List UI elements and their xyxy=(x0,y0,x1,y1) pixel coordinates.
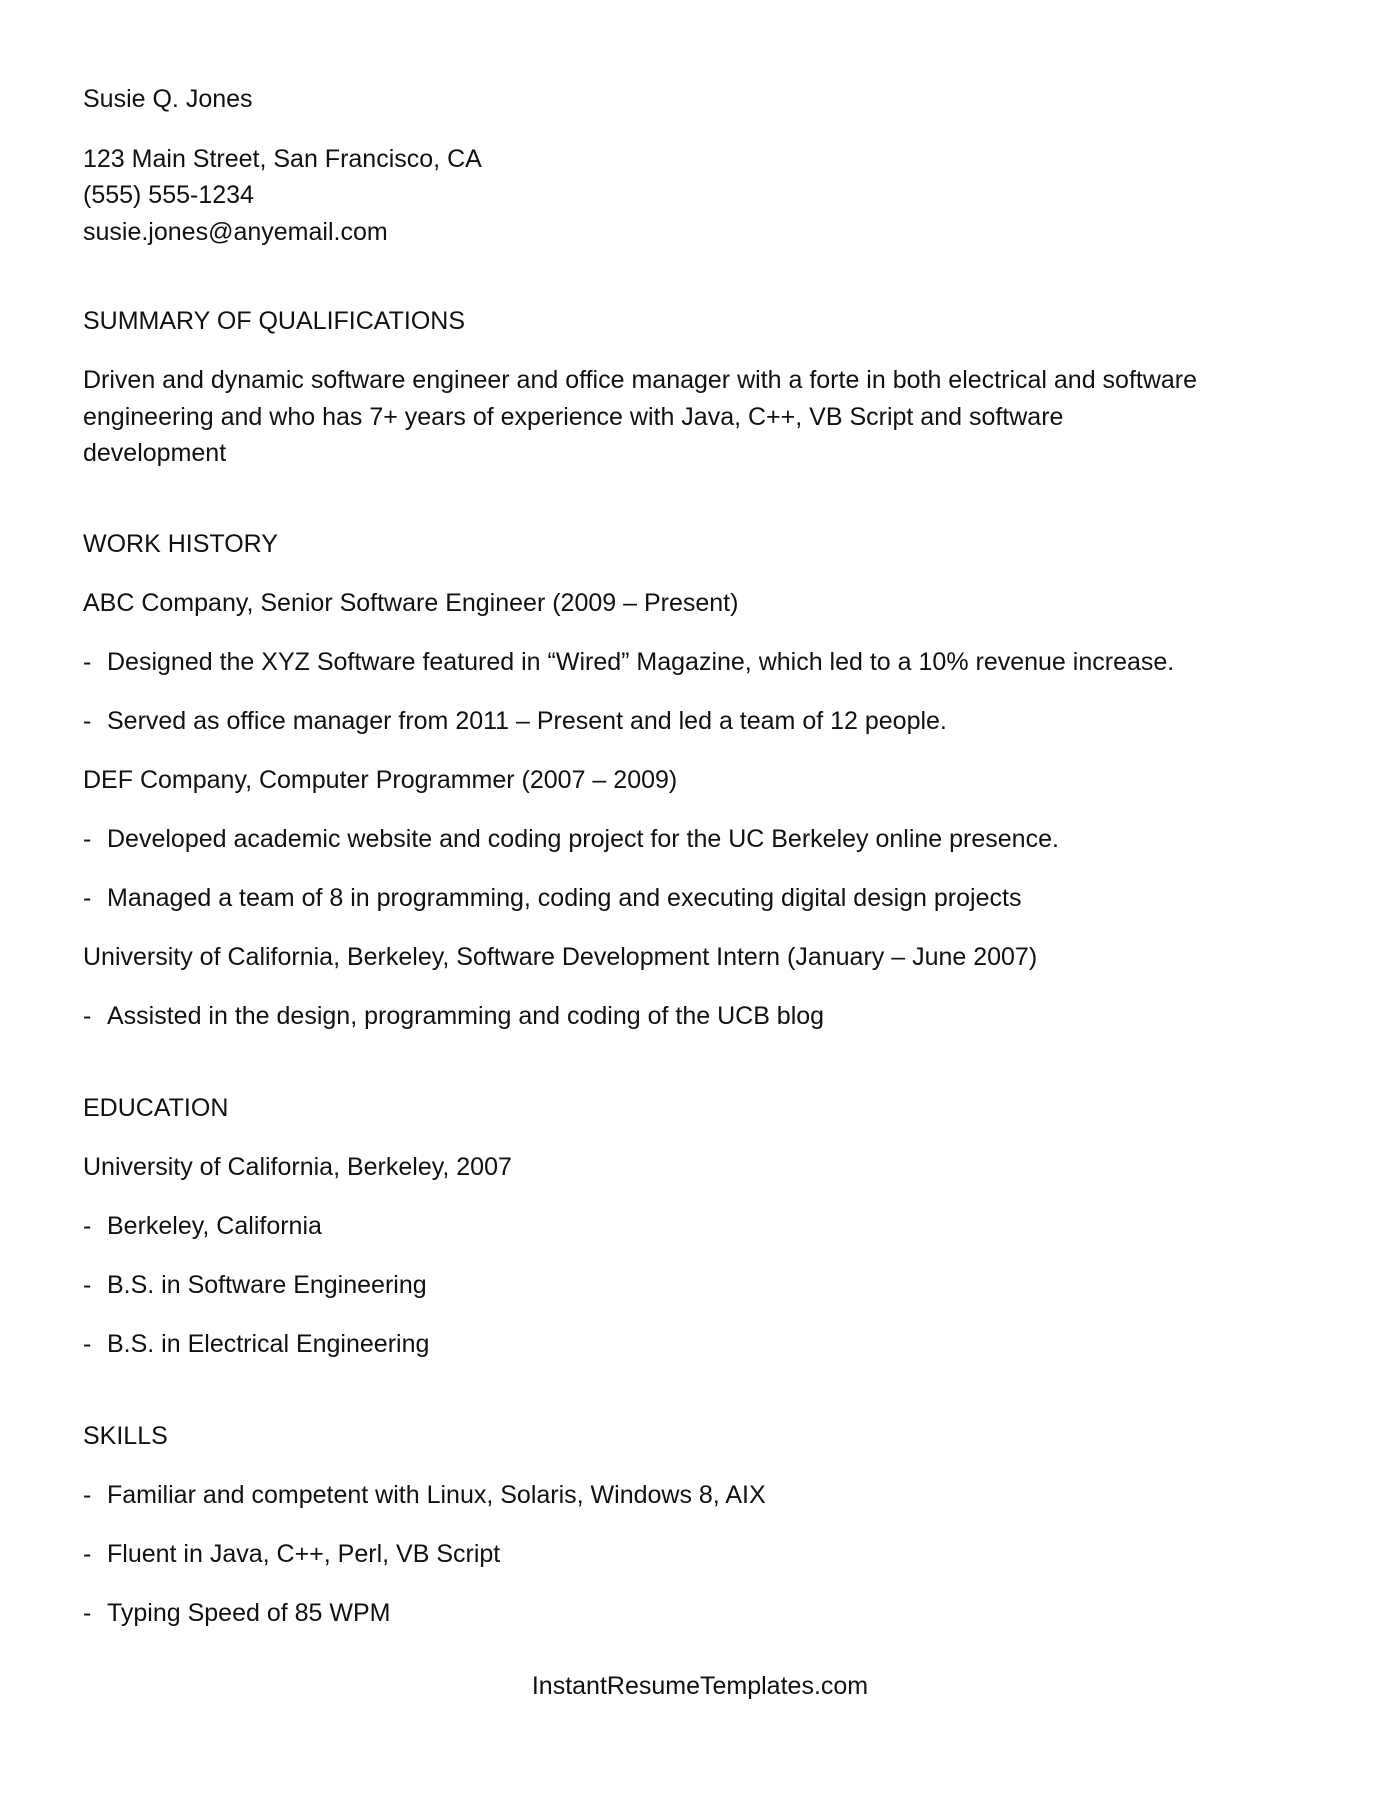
bullet-text: Managed a team of 8 in programming, coding and executing digital design projects xyxy=(107,884,1022,912)
education-bullet xyxy=(83,1208,322,1244)
job-bullet xyxy=(83,821,1059,857)
bullet-dash: - xyxy=(83,707,92,735)
bullet-text: Familiar and competent with Linux, Solaris, Windows 8, AIX xyxy=(107,1481,766,1509)
job-bullet xyxy=(83,998,824,1034)
bullet-text: Typing Speed of 85 WPM xyxy=(107,1599,391,1627)
skill-bullet xyxy=(83,1536,500,1572)
job-bullet xyxy=(83,644,1174,680)
job-title: DEF Company, Computer Programmer (2007 – 2009) xyxy=(83,766,678,794)
applicant-name: Susie Q. Jones xyxy=(83,85,253,113)
bullet-dash: - xyxy=(83,1481,92,1509)
bullet-text: Served as office manager from 2011 – Present and led a team of 12 people. xyxy=(107,707,947,735)
skill-bullet xyxy=(83,1595,390,1631)
bullet-dash: - xyxy=(83,1002,92,1030)
bullet-dash: - xyxy=(83,825,92,853)
bullet-text: Designed the XYZ Software featured in “Wired” Magazine, which led to a 10% revenue increase. xyxy=(107,648,1175,676)
job-title: ABC Company, Senior Software Engineer (2009 – Present) xyxy=(83,589,739,617)
summary-line: engineering and who has 7+ years of experience with Java, C++, VB Script and software xyxy=(83,403,1064,431)
contact-address: 123 Main Street, San Francisco, CA xyxy=(83,145,482,173)
education-school: University of California, Berkeley, 2007 xyxy=(83,1153,512,1181)
bullet-dash: - xyxy=(83,1540,92,1568)
bullet-text: Berkeley, California xyxy=(107,1212,322,1240)
footer-website: InstantResumeTemplates.com xyxy=(531,1672,869,1700)
job-bullet xyxy=(83,703,947,739)
contact-email: susie.jones@anyemail.com xyxy=(83,218,388,246)
bullet-dash: - xyxy=(83,1599,92,1627)
bullet-text: Fluent in Java, C++, Perl, VB Script xyxy=(107,1540,501,1568)
bullet-text: Developed academic website and coding project for the UC Berkeley online presence. xyxy=(107,825,1059,853)
skill-bullet xyxy=(83,1477,766,1513)
summary-heading: SUMMARY OF QUALIFICATIONS xyxy=(83,307,465,335)
job-title: University of California, Berkeley, Software Development Intern (January – June 2007) xyxy=(83,943,1038,971)
bullet-dash: - xyxy=(83,884,92,912)
education-heading: EDUCATION xyxy=(83,1094,229,1122)
bullet-text: Assisted in the design, programming and coding of the UCB blog xyxy=(107,1002,825,1030)
job-bullet xyxy=(83,880,1021,916)
summary-line: Driven and dynamic software engineer and office manager with a forte in both electrical and software xyxy=(83,366,1198,394)
bullet-dash: - xyxy=(83,1330,92,1358)
education-bullet xyxy=(83,1326,429,1362)
contact-phone: (555) 555-1234 xyxy=(83,181,254,209)
bullet-dash: - xyxy=(83,648,92,676)
summary-line: development xyxy=(83,439,227,467)
education-bullet xyxy=(83,1267,427,1303)
bullet-text: B.S. in Electrical Engineering xyxy=(107,1330,430,1358)
bullet-dash: - xyxy=(83,1212,92,1240)
work-history-heading: WORK HISTORY xyxy=(83,530,278,558)
skills-heading: SKILLS xyxy=(83,1422,168,1450)
bullet-text: B.S. in Software Engineering xyxy=(107,1271,427,1299)
bullet-dash: - xyxy=(83,1271,92,1299)
